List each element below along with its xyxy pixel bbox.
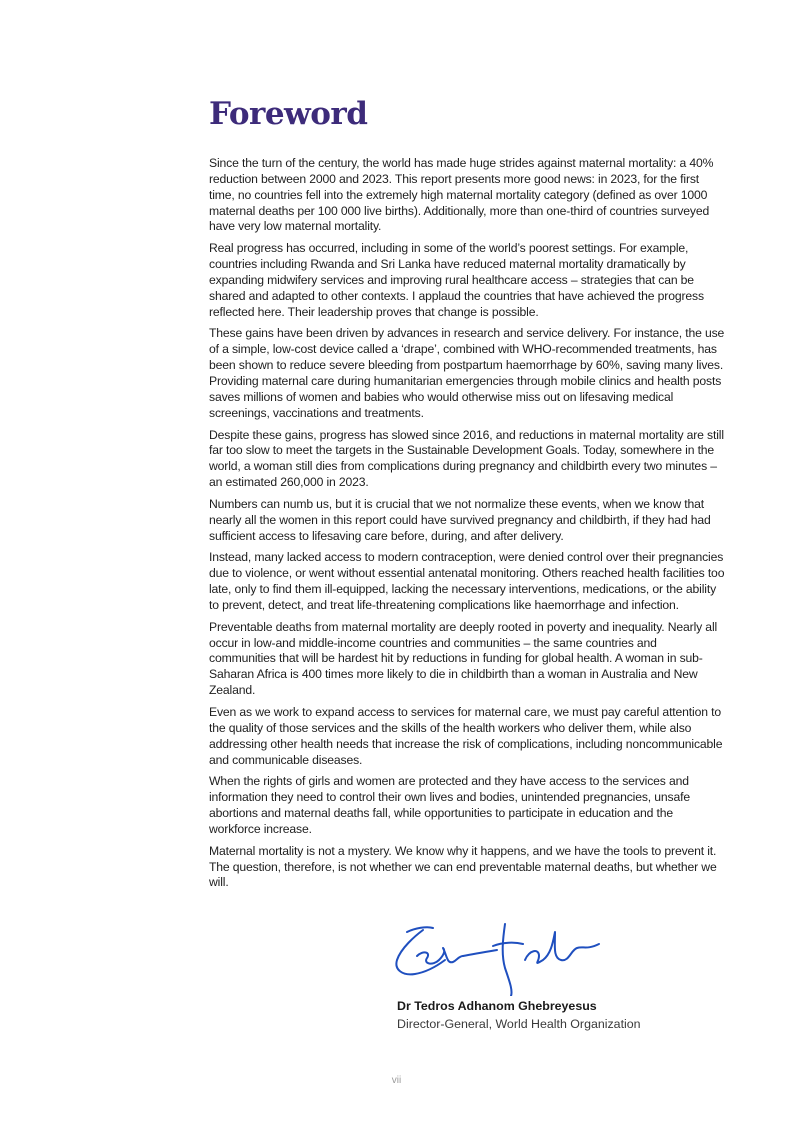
paragraph-6: Instead, many lacked access to modern contraception, were denied control over their pregnancies due to violence, or went without essential antenatal monitoring. Others reached health facilities too late, only to find them ill-equipped, lacking the necessary interventions, medications, or the ability to prevent, detect, and treat life-threatening complications like haemorrhage and infection.	[209, 550, 725, 612]
paragraph-2: Real progress has occurred, including in some of the world’s poorest settings. For example, countries including Rwanda and Sri Lanka have reduced maternal mortality dramatically by expanding midwifery services and improving rural healthcare access – strategies that can be shared and adapted to other contexts. I applaud the countries that have achieved the progress reflected here. Their leadership proves that change is possible.	[209, 241, 704, 319]
paragraph-5: Numbers can numb us, but it is crucial that we not normalize these events, when we know that nearly all the women in this report could have survived pregnancy and childbirth, if they had had sufficient access to lifesaving care before, during, and after delivery.	[209, 496, 711, 543]
paragraph-9: When the rights of girls and women are protected and they have access to the services and information they need to control their own lives and bodies, unintended pregnancies, unsafe abortions and maternal deaths fall, while opportunities to participate in education and the workforce increase.	[209, 774, 690, 836]
handwritten-signature	[393, 920, 603, 996]
foreword-body	[209, 156, 725, 897]
page-number: vii	[391, 1075, 402, 1086]
signatory-role: Director-General, World Health Organization	[397, 1017, 641, 1031]
paragraph-10: Maternal mortality is not a mystery. We know why it happens, and we have the tools to prevent it. The question, therefore, is not whether we can end preventable maternal deaths, but whether we will.	[209, 843, 717, 890]
paragraph-1: Since the turn of the century, the world has made huge strides against maternal mortality: a 40% reduction between 2000 and 2023. This report presents more good news: in 2023, for the first time, no countries fell into the extremely high maternal mortality category (defined as over 1000 maternal deaths per 100 000 live births). Additionally, more than one-third of countries surveyed have very low maternal mortality.	[209, 156, 714, 234]
signatory-name: Dr Tedros Adhanom Ghebreyesus	[397, 999, 597, 1013]
page-title: Foreword	[209, 96, 368, 132]
paragraph-8: Even as we work to expand access to services for maternal care, we must pay careful attention to the quality of those services and the skills of the health workers who deliver them, while also addressing other health needs that increase the risk of complications, including noncommunicable and communicable diseases.	[209, 705, 723, 767]
paragraph-3: These gains have been driven by advances in research and service delivery. For instance, the use of a simple, low-cost device called a ‘drape’, combined with WHO-recommended treatments, has been shown to reduce severe bleeding from postpartum haemorrhage by 60%, saving many lives. Providing maternal care during humanitarian emergencies through mobile clinics and health posts saves millions of women and babies who would otherwise miss out on lifesaving medical screenings, vaccinations and treatments.	[209, 326, 725, 420]
paragraph-4: Despite these gains, progress has slowed since 2016, and reductions in maternal mortality are still far too slow to meet the targets in the Sustainable Development Goals. Today, somewhere in the world, a woman still dies from complications during pregnancy and childbirth every two minutes – an estimated 260,000 in 2023.	[209, 427, 724, 490]
paragraph-7: Preventable deaths from maternal mortality are deeply rooted in poverty and inequality. Nearly all occur in low-and middle-income countries and communities – the same countries and communities that will be hardest hit by reductions in funding for global health. A woman in sub-Saharan Africa is 400 times more likely to die in childbirth than a woman in Australia and New Zealand.	[209, 619, 718, 698]
